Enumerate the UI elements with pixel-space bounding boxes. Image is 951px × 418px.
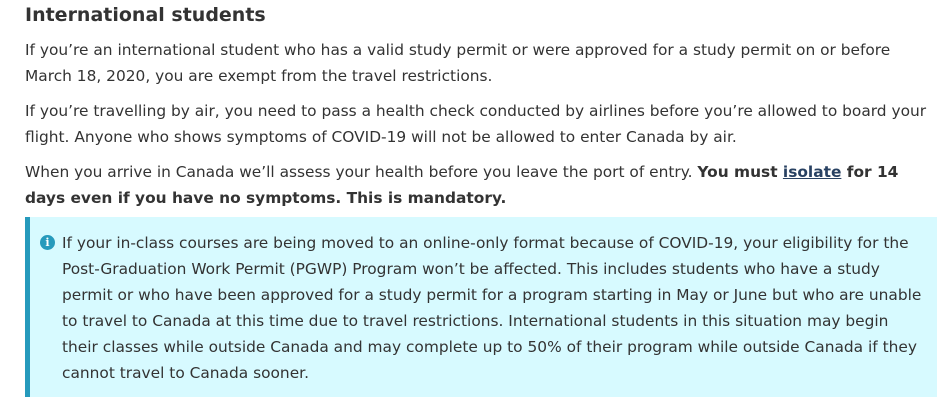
section-heading: International students — [25, 4, 266, 26]
info-alert — [25, 217, 937, 397]
isolation-lead-text: When you arrive in Canada we’ll assess your health before you leave the port of entry. — [25, 163, 698, 181]
isolation-mandatory-text: for 14 days even if you have no symptoms. This is mandatory. — [25, 163, 899, 207]
isolate-link[interactable]: isolate — [782, 163, 842, 181]
paragraph-exemption: If you’re an international student who has a valid study permit or were approved for a study permit on or before March 18, 2020, you are exempt from the travel restrictions. — [25, 41, 891, 85]
info-icon: i — [40, 235, 55, 250]
paragraph-health-check: If you’re travelling by air, you need to pass a health check conducted by airlines before you’re allowed to board your flight. Anyone who shows symptoms of COVID-19 will not be allowed to enter Canada by air. — [25, 102, 927, 146]
paragraph-isolation — [25, 159, 930, 211]
info-alert-text: If your in-class courses are being moved to an online-only format because of COVID-19, your eligibility for the Post-Graduation Work Permit (PGWP) Program won’t be affected. This includes students who have a study permit or who have been approved for a study permit for a program starting in May or June but who are unable to travel to Canada at this time due to travel restrictions. International students in this situation may begin their classes while outside Canada and may complete up to 50% of their program while outside Canada if they cannot travel to Canada sooner. — [62, 234, 922, 382]
isolation-must-text: You must — [697, 163, 783, 181]
info-alert-row — [40, 230, 925, 386]
